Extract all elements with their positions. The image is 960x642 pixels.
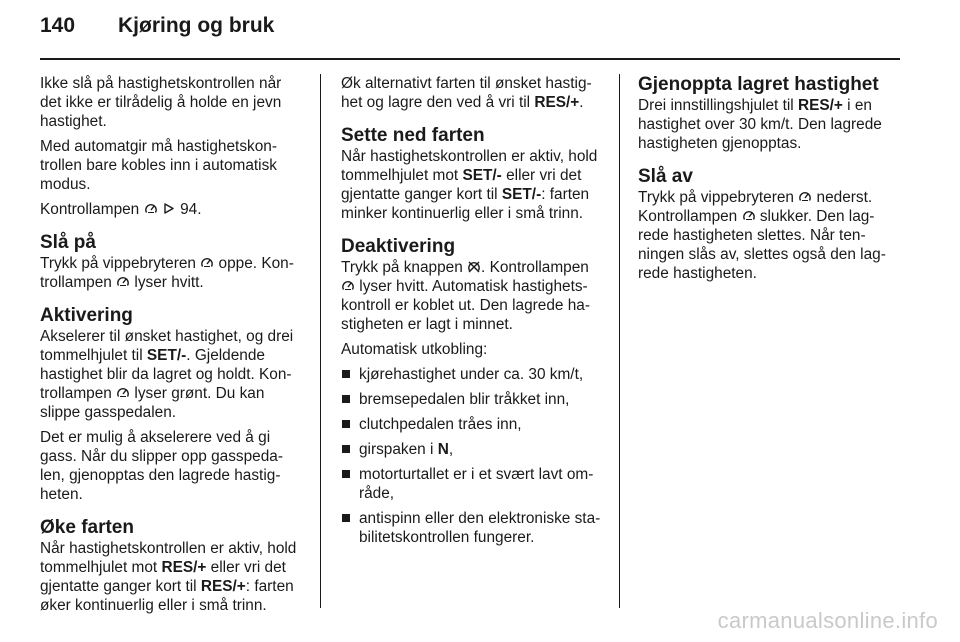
- text: : farten øker kontinuerlig eller i små trinn.: [40, 578, 294, 614]
- control-label: RES/+: [200, 578, 246, 595]
- text: Det er mulig å akselerere ved å gi gass. Når du slipper opp gasspeda-len, gjenopptas den lagrede hastig-heten.: [40, 429, 283, 503]
- section-gjenoppta: [638, 74, 900, 153]
- paragraph: [40, 200, 303, 219]
- text: .: [579, 94, 584, 111]
- auto-disengage-list: [341, 365, 604, 547]
- section-heading: Slå av: [638, 166, 693, 187]
- watermark: carmanualsonline.info: [717, 608, 938, 633]
- page-reference: 94.: [180, 201, 202, 218]
- text: Når hastighetskontrollen er aktiv, hold tommelhjulet mot: [341, 148, 598, 184]
- chapter-title: Kjøring og bruk: [118, 14, 275, 37]
- text: antispinn eller den elektroniske sta-bilitetskontrollen fungerer.: [359, 510, 601, 546]
- paragraph: [341, 74, 604, 112]
- speedometer-icon: [116, 386, 130, 399]
- text: . Kontrollampen: [481, 259, 589, 276]
- list-item: [341, 465, 604, 503]
- list-item: [341, 365, 604, 384]
- paragraph: [40, 539, 303, 615]
- page-number: 140: [40, 14, 76, 37]
- paragraph: [40, 137, 303, 194]
- text: Trykk på vippebryteren: [638, 189, 794, 206]
- section-heading: Slå på: [40, 232, 96, 253]
- section-sla-av: [638, 166, 900, 283]
- speedometer-icon: [116, 275, 130, 288]
- text: kjørehastighet under ca. 30 km/t,: [359, 366, 584, 383]
- control-label: SET/-: [501, 186, 542, 203]
- text: lyser grønt. Du kan slippe gasspedalen.: [40, 385, 265, 421]
- paragraph: [40, 327, 303, 422]
- list-item: [341, 440, 604, 459]
- speedometer-icon: [341, 279, 355, 292]
- section-aktivering: [40, 305, 303, 504]
- gear-label: N: [437, 441, 449, 458]
- column-divider: [619, 74, 620, 608]
- text: Ikke slå på hastighetskontrollen når det ikke er tilrådelig å holde en jevn hastighet.: [40, 75, 282, 130]
- paragraph: [40, 74, 303, 131]
- paragraph: [638, 188, 900, 283]
- bullet: [342, 420, 350, 428]
- text: Automatisk utkobling:: [341, 341, 488, 358]
- column-2: [341, 74, 604, 553]
- text: ,: [448, 441, 454, 458]
- text: slukker. Den lag-rede hastigheten slettes. Når ten-ningen slås av, slettes også den lag-rede hastigheten.: [638, 208, 886, 282]
- text: Akselerer til ønsket hastighet, og drei tommelhjulet til: [40, 328, 294, 364]
- text: eller vri det gjentatte ganger kort til: [341, 167, 582, 203]
- text: : farten minker kontinuerlig eller i små trinn.: [341, 186, 590, 222]
- text: eller vri det gjentatte ganger kort til: [40, 559, 286, 595]
- list-item: [341, 415, 604, 434]
- bullet: [342, 514, 350, 522]
- speedometer-icon: [798, 190, 812, 203]
- section-deaktivering: [341, 236, 604, 547]
- speedometer-icon: [144, 202, 158, 215]
- header-rule: [40, 58, 900, 60]
- text: motorturtallet er i et svært lavt om-råde,: [359, 466, 594, 502]
- bullet: [342, 445, 350, 453]
- control-label: RES/+: [797, 97, 843, 114]
- paragraph: [40, 428, 303, 504]
- paragraph: [341, 340, 604, 359]
- bullet: [342, 395, 350, 403]
- text: Kontrollampen: [40, 201, 140, 218]
- text: Trykk på knappen: [341, 259, 463, 276]
- text: lyser hvitt. Automatisk hastighets-kontroll er koblet ut. Den lagrede ha-stigheten er lagt i minnet.: [341, 278, 590, 333]
- text: lyser hvitt.: [134, 274, 204, 291]
- text: . Gjeldende hastighet blir da lagret og holdt. Kon-trollampen: [40, 347, 292, 402]
- triangle-arrow-icon: [162, 202, 176, 215]
- column-divider: [320, 74, 321, 608]
- section-heading: Deaktivering: [341, 236, 456, 257]
- text: Øk alternativt farten til ønsket hastig-het og lagre den ved å vri til: [341, 75, 592, 111]
- paragraph: [40, 254, 303, 292]
- section-heading: Aktivering: [40, 305, 133, 326]
- section-sette-ned: [341, 125, 604, 223]
- paragraph: [341, 147, 604, 223]
- speedometer-icon: [200, 256, 214, 269]
- text: girspaken i: [359, 441, 438, 458]
- text: Drei innstillingshjulet til: [638, 97, 794, 114]
- section-oke-farten: [40, 517, 303, 615]
- control-label: RES/+: [534, 94, 580, 111]
- text: nederst. Kontrollampen: [638, 189, 873, 225]
- page-header: [0, 0, 960, 60]
- section-heading: Gjenoppta lagret hastighet: [638, 74, 879, 95]
- text: i en hastighet over 30 km/t. Den lagrede hastigheten gjenopptas.: [638, 97, 882, 152]
- section-heading: Sette ned farten: [341, 125, 485, 146]
- bullet: [342, 470, 350, 478]
- text: oppe. Kon-trollampen: [40, 255, 294, 291]
- paragraph: [341, 258, 604, 334]
- paragraph: [638, 96, 900, 153]
- control-label: SET/-: [146, 347, 187, 364]
- column-3: [638, 74, 900, 289]
- column-1: [40, 74, 303, 621]
- list-item: [341, 390, 604, 409]
- control-label: RES/+: [161, 559, 207, 576]
- section-heading: Øke farten: [40, 517, 134, 538]
- section-sla-pa: [40, 232, 303, 292]
- text: Med automatgir må hastighetskon-trollen bare kobles inn i automatisk modus.: [40, 138, 277, 193]
- bullet: [342, 370, 350, 378]
- control-label: SET/-: [462, 167, 502, 184]
- text: Trykk på vippebryteren: [40, 255, 196, 272]
- text: clutchpedalen tråes inn,: [359, 416, 522, 433]
- cruise-cancel-icon: [467, 260, 481, 273]
- text: bremsepedalen blir tråkket inn,: [359, 391, 570, 408]
- list-item: [341, 509, 604, 547]
- text: Når hastighetskontrollen er aktiv, hold tommelhjulet mot: [40, 540, 297, 576]
- speedometer-icon: [742, 209, 756, 222]
